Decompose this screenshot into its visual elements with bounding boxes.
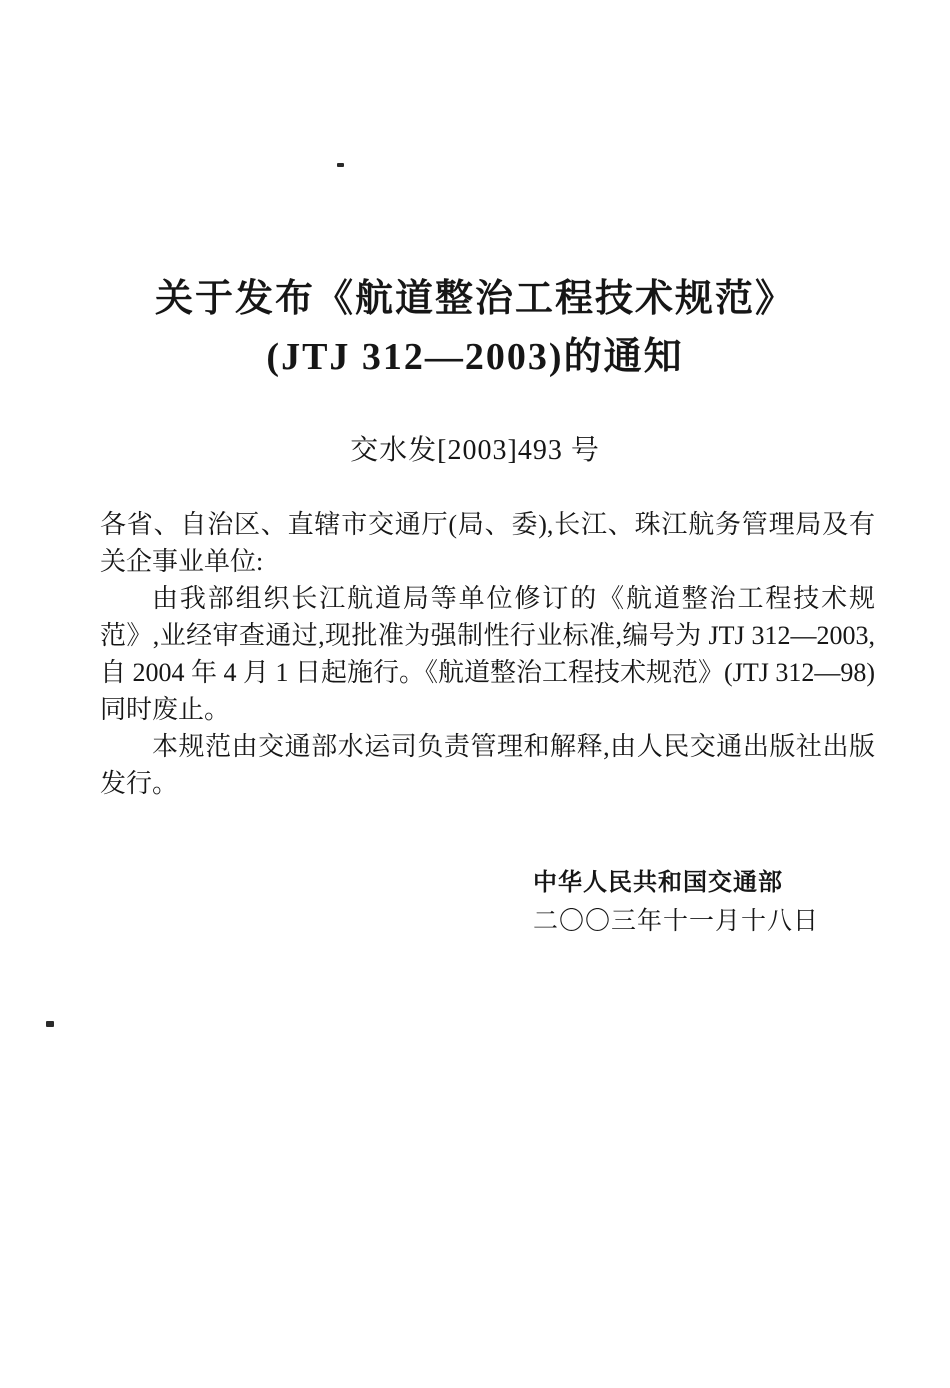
issuing-authority: 中华人民共和国交通部 <box>533 869 783 896</box>
signature-block <box>533 863 950 942</box>
notice-title-line-1: 关于发布《航道整治工程技术规范》 <box>154 278 795 320</box>
notice-title <box>0 0 950 386</box>
body-paragraph-1: 由我部组织长江航道局等单位修订的《航道整治工程技术规范》,业经审查通过,现批准为强制性行业标准,编号为 JTJ 312—2003,自 2004 年 4 月 1 日起施行。《航道整治工程技术规范》(JTJ 312—98)同时废止。 <box>100 584 875 724</box>
scan-artifact-dot-left <box>46 1021 54 1027</box>
body-paragraph-2: 本规范由交通部水运司负责管理和解释,由人民交通出版社出版发行。 <box>100 732 875 798</box>
notice-title-line-2: (JTJ 312—2003)的通知 <box>266 336 684 378</box>
notice-body <box>100 506 875 802</box>
scan-artifact-dot-top <box>337 163 344 167</box>
document-number: 交水发[2003]493 号 <box>350 435 600 466</box>
salutation: 各省、自治区、直辖市交通厅(局、委),长江、珠江航务管理局及有关企事业单位: <box>100 510 875 576</box>
issue-date: 二〇〇三年十一月十八日 <box>533 908 820 935</box>
